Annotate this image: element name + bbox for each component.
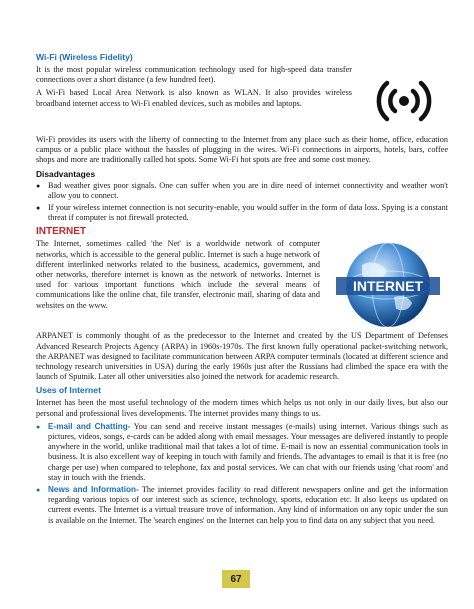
- internet-intro-row: [36, 239, 448, 331]
- internet-heading: INTERNET: [36, 226, 86, 238]
- page-number: 67: [222, 570, 250, 588]
- list-item: ● Bad weather gives poor signals. One can suffer when you are in dire need of internet connectivity and weather won't allow you to connect.: [36, 180, 448, 200]
- disadvantages-heading: Disadvantages: [36, 168, 96, 179]
- list-item: [36, 422, 448, 483]
- uses-item-lead: E-mail and Chatting-: [48, 421, 131, 431]
- wifi-paragraph-2: A Wi-Fi based Local Area Network is also known as WLAN. It also provides wireless broadband internet access to Wi-Fi enabled devices, such as mobiles and laptops.: [36, 88, 352, 108]
- uses-item-text: The internet provides facility to read different newspapers online and get the information regarding various topics of our interest such as science, technology, sports, education etc. It also keeps us updated on current events. The Internet is a virtual treasure trove of information. Any kind of information on any topic under the sun is available on the Internet. The 'search engines' on the Internet can help you to find data on any subject that you need.: [48, 485, 448, 525]
- uses-item-lead: News and Information-: [48, 485, 139, 495]
- list-item: ● If your wireless internet connection is not security-enable, you would suffer in the form of data loss. Spying is a constant threat if computer is not firewall protected.: [36, 203, 448, 223]
- bullet-icon: ●: [36, 204, 41, 213]
- internet-paragraph-2: ARPANET is commonly thought of as the predecessor to the Internet and created by the US Department of Defenses Advanced Research Projects Agency (ARPA) in 1960s-1970s. The first known fully operational packet-switching network, the ARPANET was designed to facilitate communication between ARPA computer terminals (located at different science and technology research universities in USA) during the early 1960s just after the Russians had climbed the space era with the launch of Sputnik. Later all other universities also joined the network for academic research.: [36, 331, 448, 382]
- uses-intro: Internet has been the most useful technology of the modern times which helps us not only in our daily lives, but also our personal and professional lives developments. The internet provides many things to us.: [36, 398, 448, 418]
- page-content: [36, 52, 448, 528]
- list-item: [36, 485, 448, 526]
- disadvantages-list: [36, 181, 448, 224]
- uses-list: [36, 422, 448, 526]
- wifi-paragraph-1: It is the most popular wireless communication technology used for high-speed data transfer connections over a short distance (a few hundred feet).: [36, 65, 352, 85]
- wifi-heading: Wi-Fi (Wireless Fidelity): [36, 52, 133, 62]
- wifi-signal-icon: [360, 67, 448, 135]
- uses-heading: Uses of Internet: [36, 385, 101, 396]
- bullet-icon: ●: [36, 181, 41, 190]
- globe-label: INTERNET: [353, 278, 423, 295]
- internet-globe-image: [328, 239, 448, 331]
- bullet-icon: ●: [36, 422, 41, 431]
- wifi-paragraph-3: Wi-Fi provides its users with the liberty of connecting to the Internet from any place such as their home, office, education campus or a public place without the hassles of plugging in the wires. Wi-Fi connections in airports, hotels, bars, coffee shops and more are traditionally called hot spots. Some Wi-Fi hot spots are free and some cost money.: [36, 135, 448, 165]
- internet-paragraph-1: The Internet, sometimes called 'the Net' is a worldwide network of computer networks, which is accessible to the general public. Internet is such a huge network of different interlinked networks related to the business, academics, government, and other networks, therefore internet is known as the network of networks. Internet is used for various important functions which include the several means of communications like the online chat, file transfer, electronic mail, sharing of data and websites on the www.: [36, 239, 320, 310]
- wifi-intro-row: [36, 65, 448, 135]
- bullet-icon: ●: [36, 486, 41, 495]
- uses-item-text: You can send and receive instant messages (e-mails) using internet. Various things such as pictures, videos, songs, e-cards can be added along with email messages. Your messages are delivered instantly to people anywhere in the world, unlike traditional mail that takes a lot of time. E-mail is now an essential communication tools in business. It is also excellent way of keeping in touch with family and friends. The advantages to email is that it is free (no charge per use) when compared to telephone, fax and postal services. We can chat with our friends using 'chat room' and stay in touch with the friends.: [48, 421, 448, 482]
